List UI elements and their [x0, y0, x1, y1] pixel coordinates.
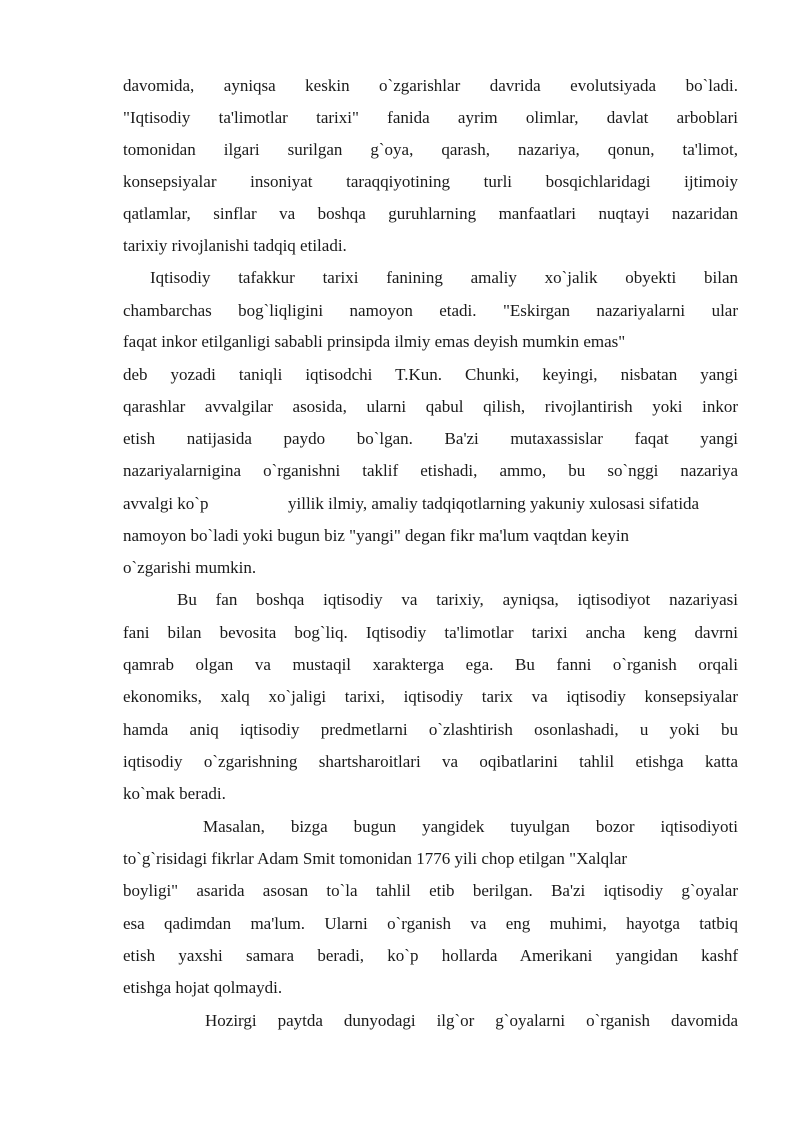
- text-line: avvalgi ko`p: [123, 494, 209, 513]
- text-line: yillik ilmiy, amaliy tadqiqotlarning yakuniy xulosasi sifatida: [288, 494, 700, 513]
- text-line: ekonomiks, xalq xo`jaligi tarixi, iqtisodiy tarix va iqtisodiy konsepsiyalar: [123, 687, 738, 706]
- text-line: deb yozadi taniqli iqtisodchi T.Kun. Chunki, keyingi, nisbatan yangi: [123, 365, 738, 384]
- text-line: etish natijasida paydo bo`lgan. Ba'zi mutaxassislar faqat yangi: [123, 429, 738, 448]
- text-line: etishga hojat qolmaydi.: [123, 978, 283, 997]
- text-line: ko`mak beradi.: [123, 784, 226, 803]
- text-line: tarixiy rivojlanishi tadqiq etiladi.: [123, 236, 347, 255]
- text-line: namoyon bo`ladi yoki bugun biz "yangi" degan fikr ma'lum vaqtdan keyin: [123, 526, 630, 545]
- text-line: fani bilan bevosita bog`liq. Iqtisodiy ta'limotlar tarixi ancha keng davrni: [123, 623, 738, 642]
- text-line: hamda aniq iqtisodiy predmetlarni o`zlashtirish osonlashadi, u yoki bu: [123, 720, 738, 739]
- text-line: faqat inkor etilganligi sababli prinsipda ilmiy emas deyish mumkin emas": [123, 332, 626, 351]
- text-line: qarashlar avvalgilar asosida, ularni qabul qilish, rivojlantirish yoki inkor: [123, 397, 738, 416]
- text-line: "Iqtisodiy ta'limotlar tarixi" fanida ayrim olimlar, davlat arboblari: [123, 108, 738, 127]
- paragraph-first-line: Hozirgi paytda dunyodagi ilg`or g`oyalarni o`rganish davomida: [205, 1011, 738, 1030]
- text-line: nazariyalarnigina o`rganishni taklif etishadi, ammo, bu so`nggi nazariya: [123, 461, 738, 480]
- text-line: iqtisodiy o`zgarishning shartsharoitlari va oqibatlarini tahlil etishga katta: [123, 752, 738, 771]
- text-line: qatlamlar, sinflar va boshqa guruhlarning manfaatlari nuqtayi nazaridan: [123, 204, 738, 223]
- paragraph-first-line: Bu fan boshqa iqtisodiy va tarixiy, ayniqsa, iqtisodiyot nazariyasi: [177, 590, 738, 609]
- text-line: chambarchas bog`liqligini namoyon etadi. "Eskirgan nazariyalarni ular: [123, 301, 738, 320]
- paragraph-first-line: Masalan, bizga bugun yangidek tuyulgan bozor iqtisodiyoti: [203, 817, 738, 836]
- text-line: o`zgarishi mumkin.: [123, 558, 257, 577]
- text-line: qamrab olgan va mustaqil xarakterga ega. Bu fanni o`rganish orqali: [123, 655, 738, 674]
- text-line: etish yaxshi samara beradi, ko`p hollarda Amerikani yangidan kashf: [123, 946, 738, 965]
- text-line: tomonidan ilgari surilgan g`oya, qarash, nazariya, qonun, ta'limot,: [123, 140, 738, 159]
- text-line: esa qadimdan ma'lum. Ularni o`rganish va eng muhimi, hayotga tatbiq: [123, 914, 738, 933]
- text-line: to`g`risidagi fikrlar Adam Smit tomonidan 1776 yili chop etilgan "Xalqlar: [123, 849, 628, 868]
- paragraph-first-line: Iqtisodiy tafakkur tarixi fanining amaliy xo`jalik obyekti bilan: [150, 268, 738, 287]
- text-line: davomida, ayniqsa keskin o`zgarishlar davrida evolutsiyada bo`ladi.: [123, 76, 738, 95]
- text-line: boyligi" asarida asosan to`la tahlil etib berilgan. Ba'zi iqtisodiy g`oyalar: [123, 881, 738, 900]
- text-line: konsepsiyalar insoniyat taraqqiyotining turli bosqichlaridagi ijtimoiy: [123, 172, 738, 191]
